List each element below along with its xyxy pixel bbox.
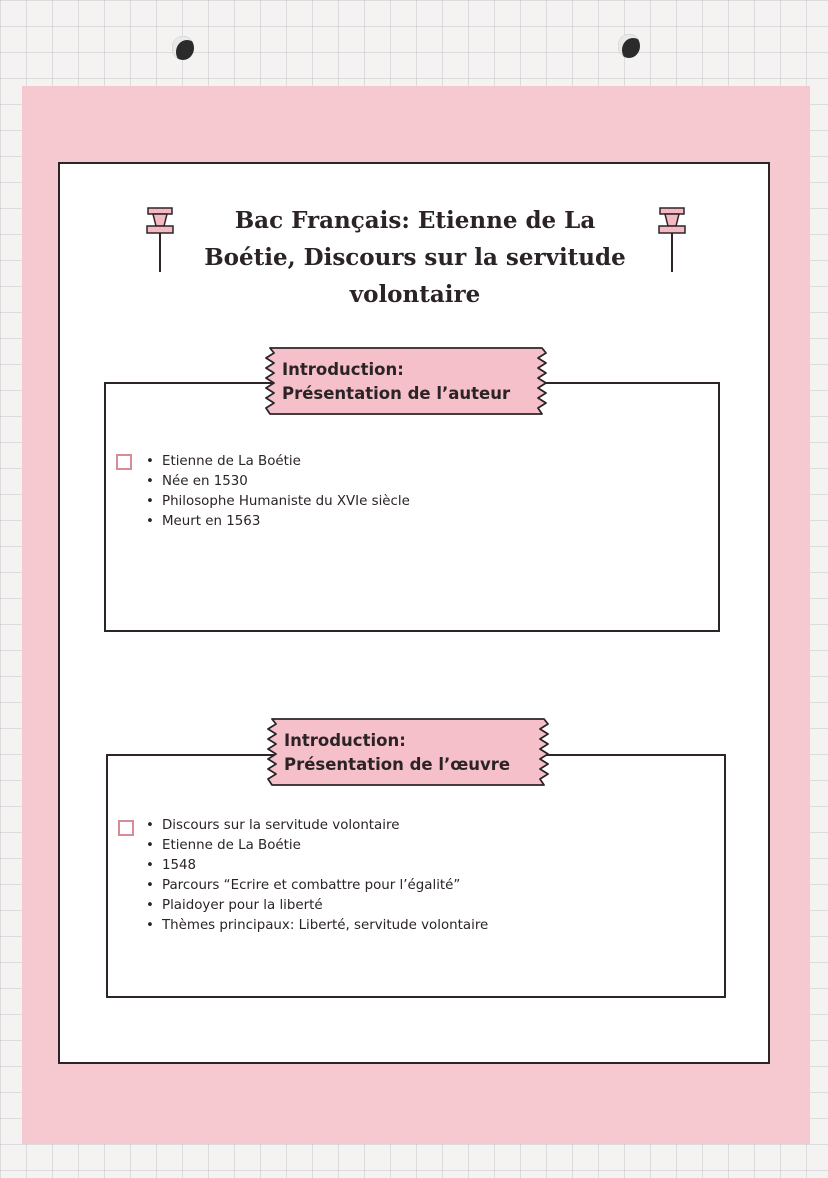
content-card	[58, 162, 770, 1064]
list-item: • Thèmes principaux: Liberté, servitude volontaire	[146, 916, 488, 936]
work-checkbox[interactable]	[118, 820, 134, 836]
author-bullet-list	[146, 452, 410, 532]
pushpin-left-icon	[142, 206, 178, 276]
work-bullet-list	[146, 816, 488, 936]
list-item: • Meurt en 1563	[146, 512, 410, 532]
work-section-banner	[264, 717, 554, 787]
list-item: • Plaidoyer pour la liberté	[146, 896, 488, 916]
banner-heading: Introduction:	[282, 360, 404, 379]
binder-hole-right	[618, 34, 640, 58]
list-item: • Née en 1530	[146, 472, 410, 492]
binder-hole-left	[172, 36, 194, 60]
list-item: • Etienne de La Boétie	[146, 836, 488, 856]
list-item: • 1548	[146, 856, 488, 876]
banner-subheading: Présentation de l’œuvre	[284, 755, 511, 774]
list-item: • Parcours “Ecrire et combattre pour l’égalité”	[146, 876, 488, 896]
author-section-banner	[262, 346, 552, 416]
pushpin-right-icon	[654, 206, 690, 276]
list-item: • Discours sur la servitude volontaire	[146, 816, 488, 836]
list-item: • Etienne de La Boétie	[146, 452, 410, 472]
banner-subheading: Présentation de l’auteur	[282, 384, 511, 403]
author-checkbox[interactable]	[116, 454, 132, 470]
list-item: • Philosophe Humaniste du XVIe siècle	[146, 492, 410, 512]
banner-heading: Introduction:	[284, 731, 406, 750]
page-title: Bac Français: Etienne de La Boétie, Discours sur la servitude volontaire	[204, 207, 626, 308]
